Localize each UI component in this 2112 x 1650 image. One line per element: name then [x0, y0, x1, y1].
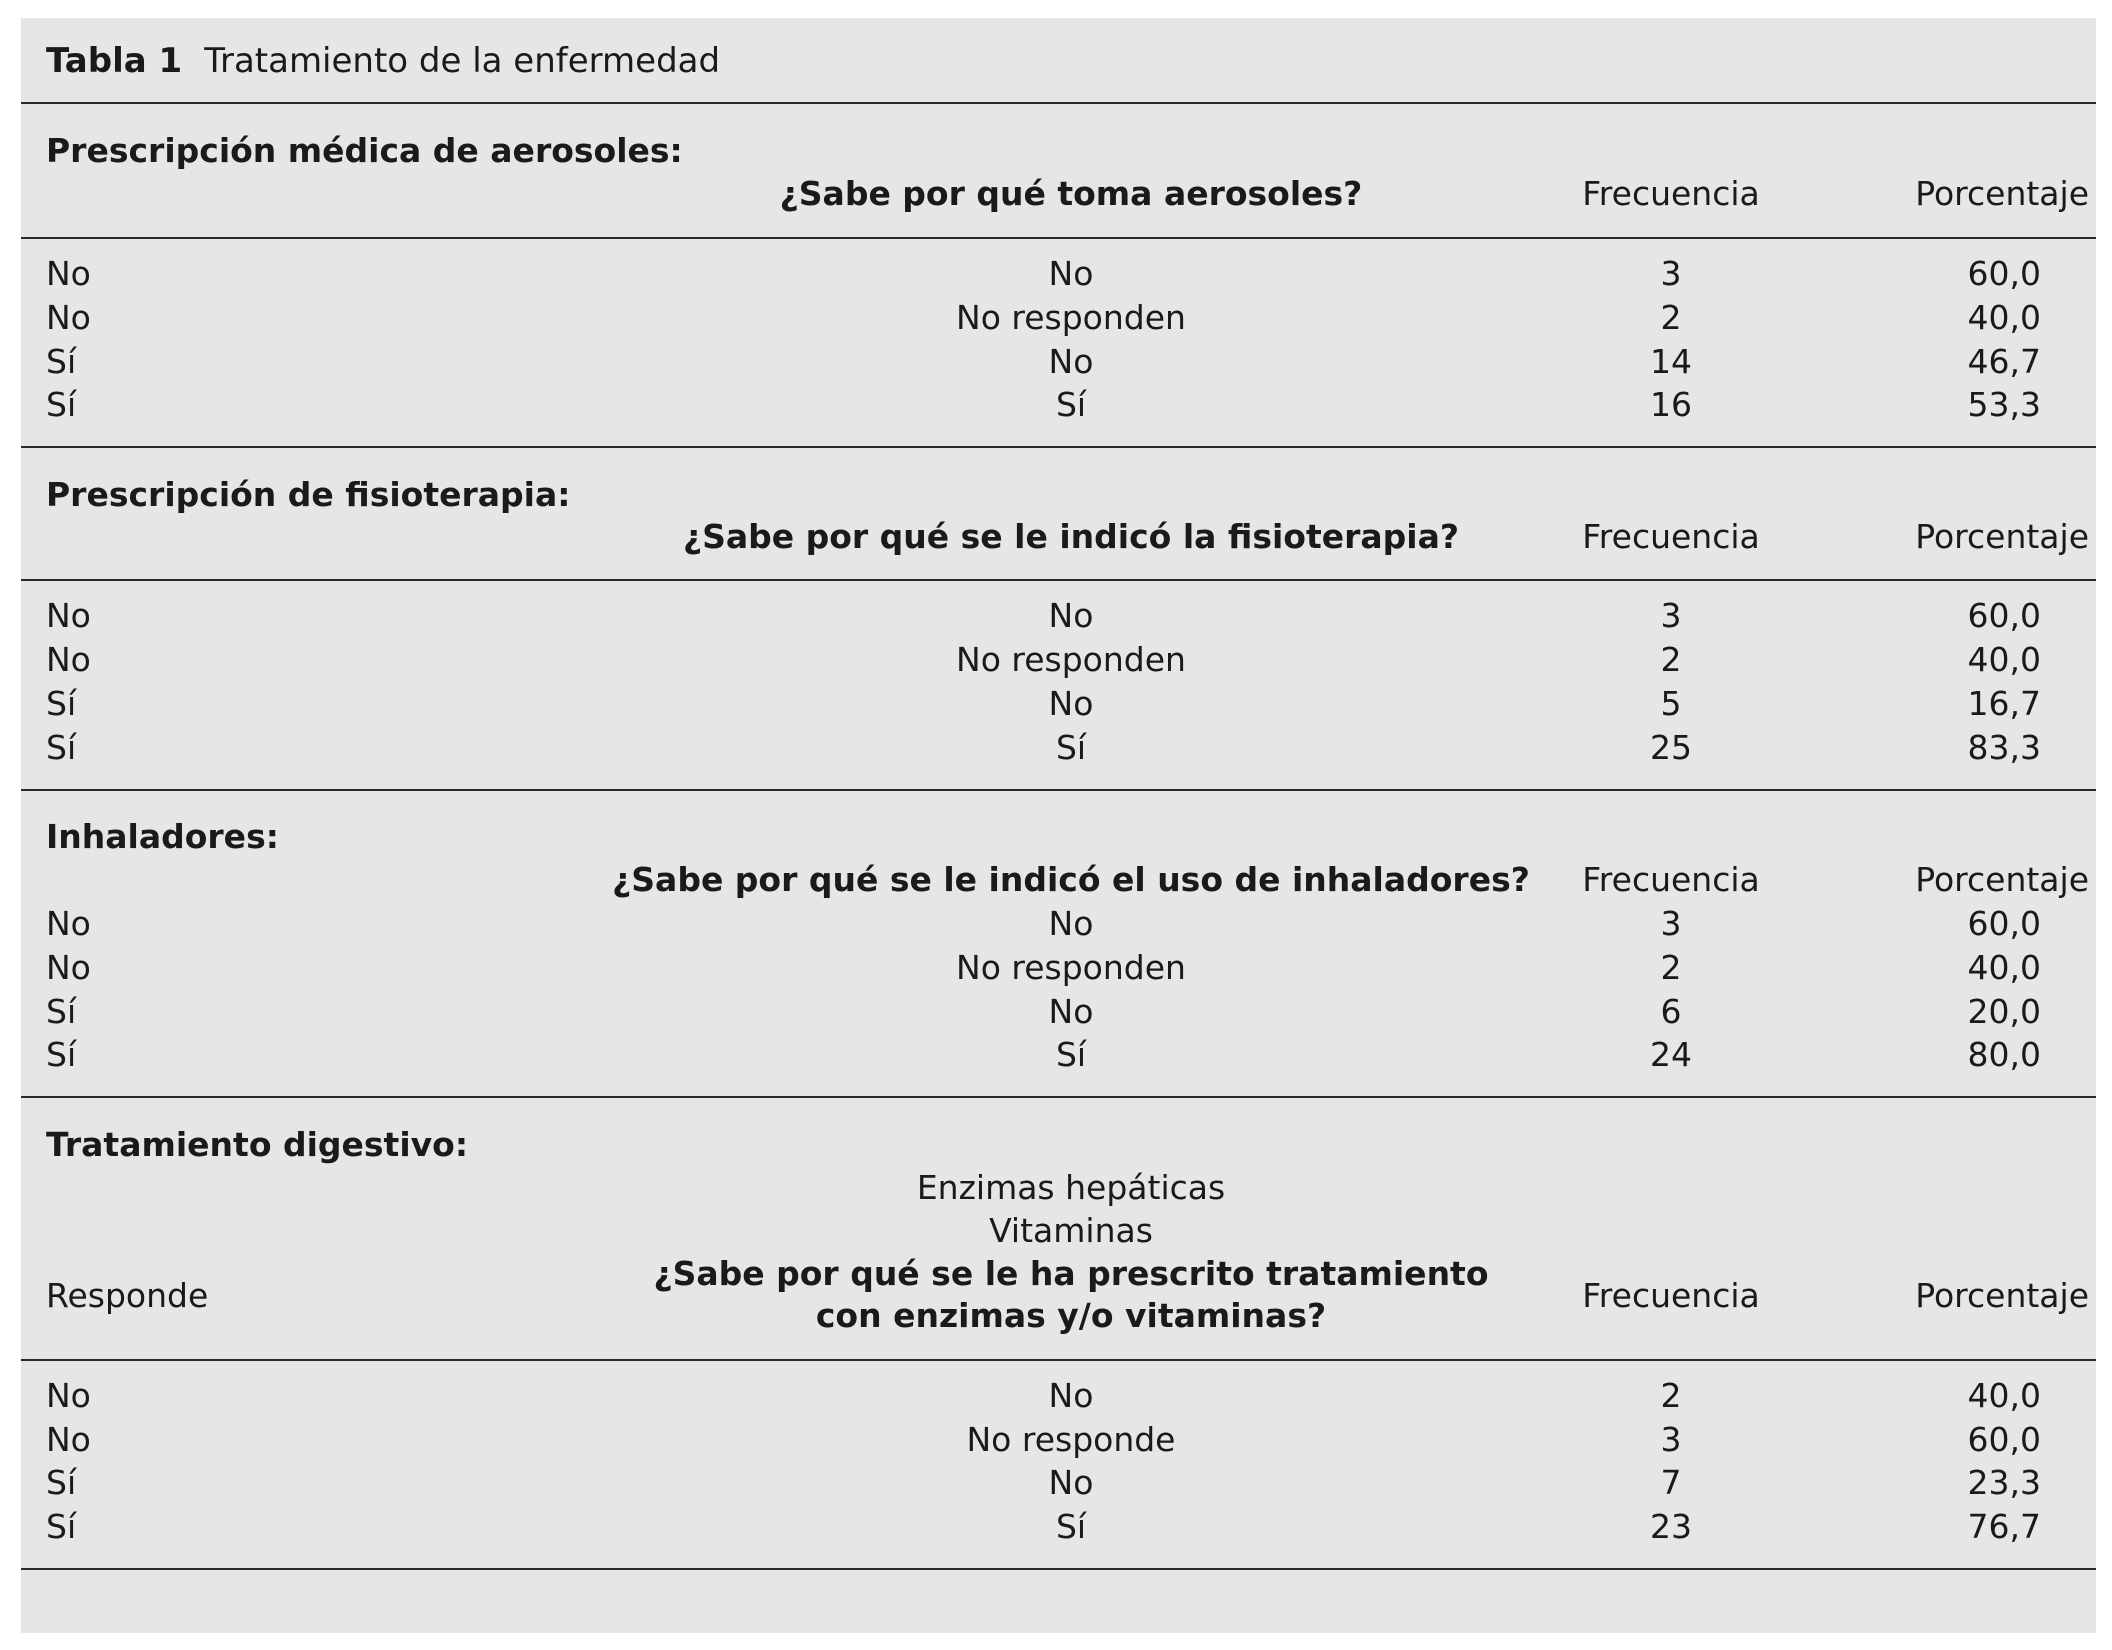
cell-knows: No — [1048, 904, 1094, 943]
divider — [21, 237, 2096, 239]
cell-frequency: 23 — [1650, 1507, 1692, 1546]
cell-frequency: 5 — [1660, 684, 1682, 723]
cell-frequency: 3 — [1660, 254, 1682, 293]
cell-answer: No — [46, 1376, 91, 1415]
column-header-percentage: Porcentaje — [1915, 174, 2089, 213]
cell-knows: No — [1048, 254, 1094, 293]
column-header-question: ¿Sabe por qué se le indicó la fisioterapia? — [682, 517, 1460, 556]
cell-percentage: 83,3 — [1967, 728, 2041, 767]
column-header-frequency: Frecuencia — [1582, 517, 1760, 556]
cell-answer: Sí — [46, 1035, 77, 1074]
table-title: Tratamiento de la enfermedad — [204, 41, 721, 81]
cell-percentage: 40,0 — [1967, 1376, 2041, 1415]
cell-knows: No — [1048, 684, 1094, 723]
divider — [21, 579, 2096, 581]
cell-frequency: 16 — [1650, 385, 1692, 424]
cell-percentage: 40,0 — [1967, 298, 2041, 337]
column-header-frequency: Frecuencia — [1582, 860, 1760, 899]
cell-frequency: 7 — [1660, 1463, 1682, 1502]
cell-knows: Sí — [1055, 385, 1087, 424]
cell-percentage: 16,7 — [1967, 684, 2041, 723]
cell-answer: No — [46, 596, 91, 635]
divider — [21, 102, 2096, 104]
cell-knows: No responden — [956, 948, 1186, 987]
column-header-frequency: Frecuencia — [1582, 1276, 1760, 1315]
cell-frequency: 2 — [1660, 1376, 1682, 1415]
cell-frequency: 3 — [1660, 904, 1682, 943]
divider — [21, 1568, 2096, 1570]
cell-knows: No — [1048, 596, 1094, 635]
cell-knows: No — [1048, 992, 1094, 1031]
cell-knows: No responden — [956, 640, 1186, 679]
cell-knows: No responde — [966, 1420, 1176, 1459]
cell-frequency: 25 — [1650, 728, 1692, 767]
cell-frequency: 14 — [1650, 342, 1692, 381]
cell-answer: No — [46, 640, 91, 679]
cell-answer: Sí — [46, 684, 77, 723]
cell-answer: No — [46, 298, 91, 337]
cell-percentage: 60,0 — [1967, 1420, 2041, 1459]
subheader-enzymes: Enzimas hepáticas — [916, 1168, 1226, 1207]
section-title: Inhaladores: — [46, 817, 279, 856]
column-header-percentage: Porcentaje — [1915, 860, 2089, 899]
column-header-question: ¿Sabe por qué toma aerosoles? — [779, 174, 1363, 213]
column-header-question: ¿Sabe por qué se le ha prescrito tratamiento — [653, 1254, 1489, 1293]
cell-answer: No — [46, 254, 91, 293]
column-header-question: ¿Sabe por qué se le indicó el uso de inhaladores? — [612, 860, 1530, 899]
cell-frequency: 3 — [1660, 596, 1682, 635]
column-header-respond: Responde — [46, 1276, 209, 1315]
cell-percentage: 60,0 — [1967, 596, 2041, 635]
divider — [21, 446, 2096, 448]
cell-knows: No — [1048, 1376, 1094, 1415]
table-panel — [21, 18, 2096, 1633]
cell-knows: No responden — [956, 298, 1186, 337]
cell-frequency: 2 — [1660, 948, 1682, 987]
cell-percentage: 46,7 — [1967, 342, 2041, 381]
cell-answer: No — [46, 1420, 91, 1459]
section-title: Tratamiento digestivo: — [46, 1125, 469, 1164]
column-header-percentage: Porcentaje — [1915, 517, 2089, 556]
cell-percentage: 40,0 — [1967, 948, 2041, 987]
cell-frequency: 2 — [1660, 298, 1682, 337]
cell-answer: Sí — [46, 992, 77, 1031]
column-header-percentage: Porcentaje — [1915, 1276, 2089, 1315]
cell-percentage: 80,0 — [1967, 1035, 2041, 1074]
table-caption — [46, 40, 720, 82]
divider — [21, 1359, 2096, 1361]
cell-frequency: 2 — [1660, 640, 1682, 679]
cell-percentage: 60,0 — [1967, 904, 2041, 943]
section-title: Prescripción médica de aerosoles: — [46, 131, 683, 170]
cell-answer: Sí — [46, 385, 77, 424]
cell-percentage: 23,3 — [1967, 1463, 2041, 1502]
cell-percentage: 53,3 — [1967, 385, 2041, 424]
cell-answer: Sí — [46, 1507, 77, 1546]
cell-frequency: 3 — [1660, 1420, 1682, 1459]
cell-answer: No — [46, 904, 91, 943]
cell-answer: Sí — [46, 342, 77, 381]
divider — [21, 1096, 2096, 1098]
cell-answer: Sí — [46, 1463, 77, 1502]
column-header-frequency: Frecuencia — [1582, 174, 1760, 213]
cell-knows: Sí — [1055, 1507, 1087, 1546]
cell-knows: No — [1048, 342, 1094, 381]
cell-knows: No — [1048, 1463, 1094, 1502]
cell-knows: Sí — [1055, 1035, 1087, 1074]
section-title: Prescripción de fisioterapia: — [46, 475, 571, 514]
cell-percentage: 60,0 — [1967, 254, 2041, 293]
cell-answer: No — [46, 948, 91, 987]
column-header-question-line-2: con enzimas y/o vitaminas? — [815, 1296, 1327, 1335]
cell-knows: Sí — [1055, 728, 1087, 767]
cell-answer: Sí — [46, 728, 77, 767]
cell-percentage: 20,0 — [1967, 992, 2041, 1031]
cell-frequency: 6 — [1660, 992, 1682, 1031]
cell-percentage: 40,0 — [1967, 640, 2041, 679]
divider — [21, 789, 2096, 791]
cell-frequency: 24 — [1650, 1035, 1692, 1074]
subheader-vitamins: Vitaminas — [989, 1211, 1153, 1250]
cell-percentage: 76,7 — [1967, 1507, 2041, 1546]
table-label: Tabla 1 — [46, 41, 183, 81]
